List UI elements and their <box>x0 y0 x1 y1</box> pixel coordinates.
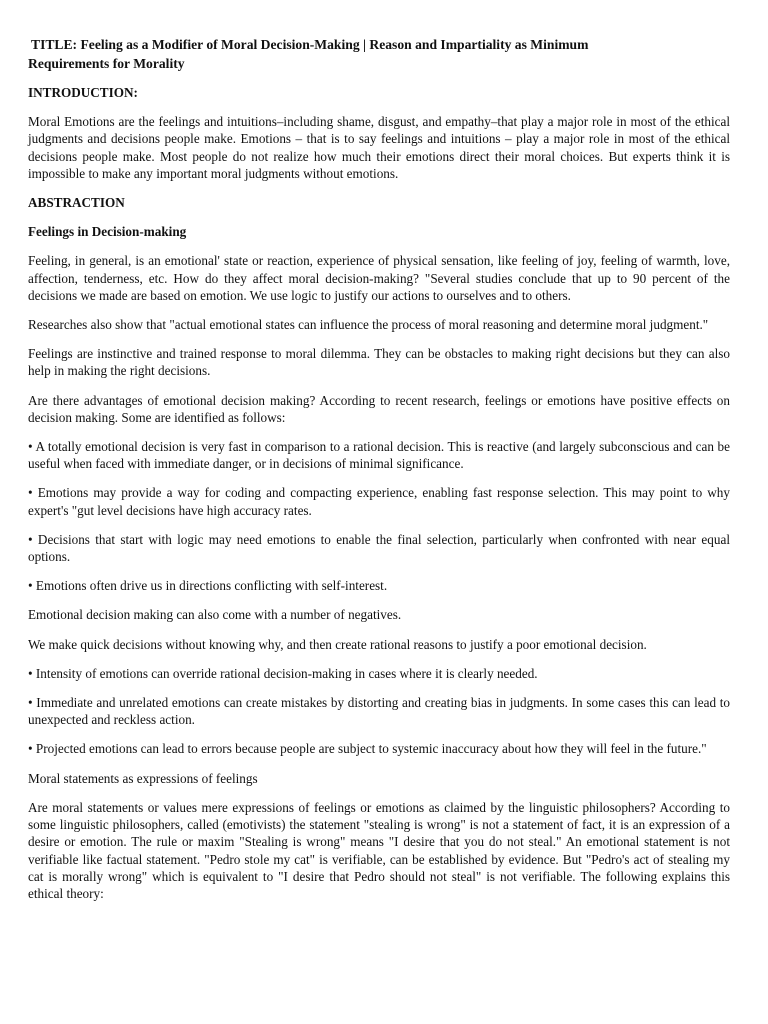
bullet-item: • Intensity of emotions can override rational decision-making in cases where it is clearly needed. <box>28 665 538 681</box>
body-paragraph: Are there advantages of emotional decision making? According to recent research, feelings or emotions have positive effects on decision making. Some are identified as follows: <box>28 392 730 425</box>
bullet-item: • Emotions often drive us in directions conflicting with self-interest. <box>28 578 388 594</box>
introduction-heading: INTRODUCTION: <box>28 85 138 100</box>
introduction-paragraph: Moral Emotions are the feelings and intuitions–including shame, disgust, and empathy–that play a major role in most of the ethical judgments and decisions people make. Emotions – that is to say feelings and intuitions – play a major role in most of the ethical decisions people make. Most people do not realize how much their emotions direct their moral choices. But experts think it is impossible to make any important moral judgments without emotions. <box>28 114 730 181</box>
bullet-item: • Immediate and unrelated emotions can create mistakes by distorting and creating bias in judgments. In some cases this can lead to unexpected and reckless action. <box>28 695 730 728</box>
title-line-2: Requirements for Morality <box>28 56 185 71</box>
title-line-1: TITLE: Feeling as a Modifier of Moral Decision-Making | Reason and Impartiality as Minimum <box>31 37 589 52</box>
bullet-item: • Projected emotions can lead to errors because people are subject to systemic inaccuracy about how they will feel in the future." <box>28 741 707 757</box>
document-title <box>28 35 730 73</box>
body-paragraph: Feelings are instinctive and trained response to moral dilemma. They can be obstacles to making right decisions but they can also help in making the right decisions. <box>28 346 730 379</box>
moral-statements-heading: Moral statements as expressions of feelings <box>28 770 258 786</box>
body-paragraph: Emotional decision making can also come with a number of negatives. <box>28 607 402 623</box>
abstraction-heading: ABSTRACTION <box>28 195 125 211</box>
bullet-item: • Emotions may provide a way for coding and compacting experience, enabling fast response selection. This may point to why expert's "gut level decisions have high accuracy rates. <box>28 485 730 518</box>
bullet-item: • A totally emotional decision is very fast in comparison to a rational decision. This is reactive (and largely subconscious and can be useful when faced with immediate danger, or in decisions of minimal significance. <box>28 439 730 472</box>
feelings-heading: Feelings in Decision-making <box>28 224 187 240</box>
body-paragraph: Researches also show that "actual emotional states can influence the process of moral reasoning and determine moral judgment." <box>28 317 709 333</box>
moral-statements-paragraph: Are moral statements or values mere expressions of feelings or emotions as claimed by the linguistic philosophers? According to some linguistic philosophers, called (emotivists) the statement "stealing is wrong" is not a statement of fact, it is an expression of a desire or emotion. The rule or maxim "Stealing is wrong" means "I desire that you do not steal." An emotional statement is not verifiable like factual statement. "Pedro stole my cat" is verifiable, can be established by evidence. But "Pedro's act of stealing my cat is morally wrong" which is equivalent to "I desire that Pedro should not steal" is not verifiable. The following explains this ethical theory: <box>28 799 730 901</box>
bullet-item: • Decisions that start with logic may need emotions to enable the final selection, particularly when confronted with near equal options. <box>28 531 730 565</box>
body-paragraph: We make quick decisions without knowing why, and then create rational reasons to justify a poor emotional decision. <box>28 636 647 652</box>
body-paragraph: Feeling, in general, is an emotional' state or reaction, experience of physical sensation, like feeling of joy, feeling of warmth, love, affection, tenderness, etc. How do they affect moral decision-making? "Several studies conclude that up to 90 percent of the decisions we made are based on emotion. We use logic to justify our actions to ourselves and to others. <box>28 253 730 303</box>
